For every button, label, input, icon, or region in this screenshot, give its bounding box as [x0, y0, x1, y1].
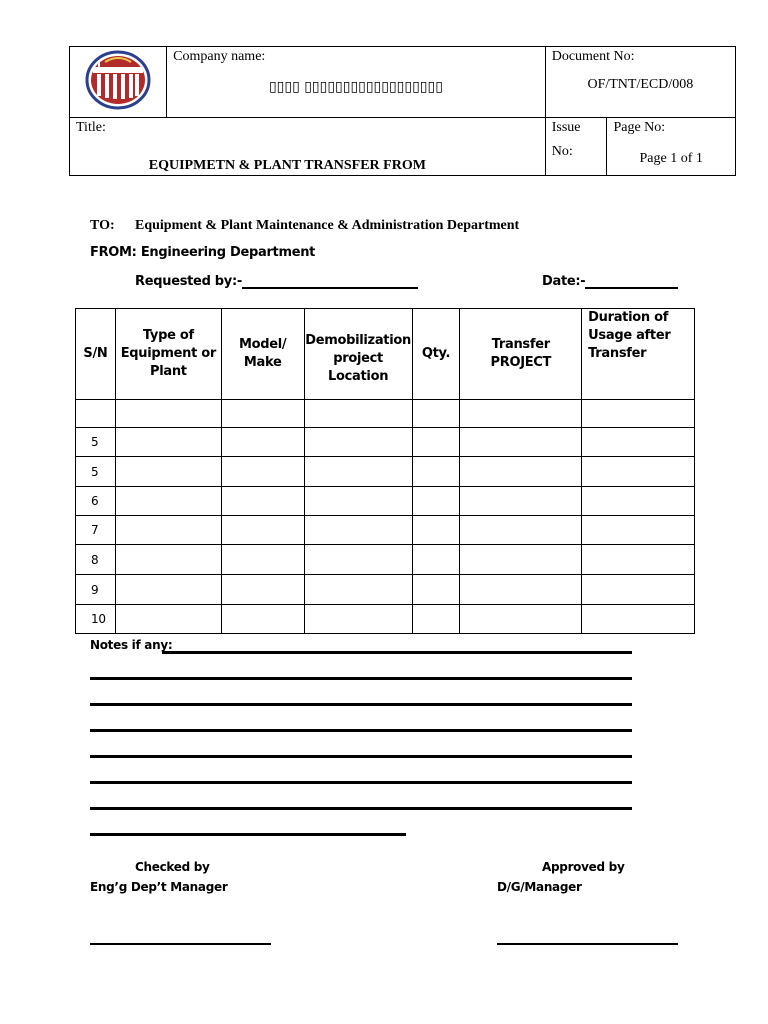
- table-row: [76, 400, 695, 428]
- table-cell[interactable]: [412, 605, 460, 634]
- document-header: [69, 46, 736, 176]
- checked-by-label: Checked by: [135, 860, 210, 874]
- table-cell[interactable]: [115, 575, 221, 605]
- issue-number-label: No:: [551, 144, 573, 159]
- table-cell[interactable]: [304, 428, 412, 457]
- table-cell[interactable]: [582, 545, 695, 575]
- date-field[interactable]: [585, 273, 678, 289]
- requested-by-label: Requested by:-: [135, 274, 242, 289]
- table-cell[interactable]: [582, 428, 695, 457]
- table-cell[interactable]: [115, 605, 221, 634]
- page-number: Page 1 of 1: [639, 151, 703, 166]
- issue-label: Issue: [551, 120, 581, 135]
- notes-line[interactable]: [90, 729, 632, 732]
- table-row: [76, 605, 695, 634]
- form-title: EQUIPMETN & PLANT TRANSFER FROM: [148, 158, 426, 173]
- row-number: 8: [76, 545, 116, 575]
- table-row: [76, 545, 695, 575]
- table-cell[interactable]: [115, 400, 221, 428]
- table-cell[interactable]: [582, 457, 695, 487]
- notes-line[interactable]: [90, 833, 406, 836]
- table-cell[interactable]: [412, 428, 460, 457]
- header-duration: Duration of Usage after Transfer: [582, 309, 695, 400]
- table-cell[interactable]: [304, 457, 412, 487]
- table-cell[interactable]: [115, 487, 221, 516]
- from-line: [90, 245, 315, 260]
- header-type: Type of Equipment or Plant: [115, 309, 221, 400]
- table-cell[interactable]: [304, 516, 412, 545]
- table-cell[interactable]: [304, 575, 412, 605]
- row-number: 7: [76, 516, 116, 545]
- table-cell[interactable]: [115, 545, 221, 575]
- from-department: Engineering Department: [140, 245, 316, 260]
- row-number: 9: [76, 575, 116, 605]
- requested-by-line: [135, 273, 418, 289]
- table-cell[interactable]: [115, 457, 221, 487]
- title-label: Title:: [76, 120, 106, 135]
- title-cell: [70, 118, 546, 176]
- checked-by-role: Eng’g Dep’t Manager: [90, 880, 228, 894]
- approved-by-signature-line[interactable]: [497, 943, 678, 945]
- notes-line[interactable]: [90, 755, 632, 758]
- table-row: [76, 428, 695, 457]
- to-department: Equipment & Plant Maintenance & Administration Department: [135, 218, 520, 233]
- company-name-label: Company name:: [173, 49, 266, 64]
- table-cell[interactable]: [460, 575, 582, 605]
- header-sn: S/N: [76, 309, 116, 400]
- date-label: Date:-: [542, 274, 586, 289]
- table-cell[interactable]: [412, 400, 460, 428]
- table-cell[interactable]: [304, 487, 412, 516]
- approved-by-label: Approved by: [542, 860, 625, 874]
- company-name: ▯▯▯▯ ▯▯▯▯▯▯▯▯▯▯▯▯▯▯▯▯▯▯: [268, 79, 443, 95]
- table-cell[interactable]: [460, 457, 582, 487]
- notes-line[interactable]: [90, 703, 632, 706]
- table-cell[interactable]: [460, 516, 582, 545]
- notes-label: Notes if any:: [90, 638, 173, 652]
- notes-line[interactable]: [162, 651, 632, 654]
- table-cell[interactable]: [582, 400, 695, 428]
- requested-by-field[interactable]: [242, 273, 418, 289]
- table-cell[interactable]: [460, 428, 582, 457]
- document-number-cell: [545, 47, 735, 118]
- row-number: [76, 400, 116, 428]
- table-cell[interactable]: [115, 516, 221, 545]
- table-cell[interactable]: [412, 575, 460, 605]
- checked-by-signature-line[interactable]: [90, 943, 271, 945]
- table-cell[interactable]: [460, 487, 582, 516]
- row-number: 5: [76, 457, 116, 487]
- header-qty: Qty.: [412, 309, 460, 400]
- approved-by-role: D/G/Manager: [497, 880, 582, 894]
- table-cell[interactable]: [460, 400, 582, 428]
- table-cell[interactable]: [221, 400, 304, 428]
- table-cell[interactable]: [412, 487, 460, 516]
- table-cell[interactable]: [115, 428, 221, 457]
- header-model: Model/ Make: [221, 309, 304, 400]
- to-label: TO:: [90, 218, 115, 233]
- table-row: [76, 457, 695, 487]
- company-logo-cell: [70, 47, 167, 118]
- table-cell[interactable]: [460, 605, 582, 634]
- table-row: [76, 516, 695, 545]
- table-cell[interactable]: [412, 457, 460, 487]
- table-cell[interactable]: [221, 605, 304, 634]
- table-cell[interactable]: [221, 457, 304, 487]
- document-number: OF/TNT/ECD/008: [587, 77, 694, 92]
- transfer-table: [75, 308, 695, 634]
- table-cell[interactable]: [582, 575, 695, 605]
- table-row: [76, 575, 695, 605]
- page-number-cell: [607, 118, 736, 176]
- to-line: [90, 218, 519, 234]
- table-cell[interactable]: [460, 545, 582, 575]
- table-cell[interactable]: [221, 428, 304, 457]
- row-number: 10: [76, 605, 116, 634]
- notes-line[interactable]: [90, 807, 632, 810]
- from-label: FROM:: [90, 245, 137, 260]
- header-transfer-project: Transfer PROJECT: [460, 309, 582, 400]
- issue-number-cell: [545, 118, 607, 176]
- table-cell[interactable]: [221, 545, 304, 575]
- table-cell[interactable]: [412, 545, 460, 575]
- table-cell[interactable]: [412, 516, 460, 545]
- page-number-label: Page No:: [613, 120, 666, 135]
- date-line: [542, 273, 678, 289]
- table-row: [76, 487, 695, 516]
- row-number: 6: [76, 487, 116, 516]
- company-logo-icon: [85, 50, 151, 110]
- header-demobilization: Demobilization project Location: [304, 309, 412, 400]
- table-header-row: [76, 309, 695, 400]
- table-cell[interactable]: [304, 545, 412, 575]
- row-number: 5: [76, 428, 116, 457]
- company-name-cell: [167, 47, 546, 118]
- table-cell[interactable]: [304, 605, 412, 634]
- document-number-label: Document No:: [551, 49, 635, 64]
- notes-line[interactable]: [90, 677, 632, 680]
- table-cell[interactable]: [304, 400, 412, 428]
- table-cell[interactable]: [221, 487, 304, 516]
- table-cell[interactable]: [582, 516, 695, 545]
- table-cell[interactable]: [221, 575, 304, 605]
- table-cell[interactable]: [582, 605, 695, 634]
- notes-line[interactable]: [90, 781, 632, 784]
- table-cell[interactable]: [221, 516, 304, 545]
- table-cell[interactable]: [582, 487, 695, 516]
